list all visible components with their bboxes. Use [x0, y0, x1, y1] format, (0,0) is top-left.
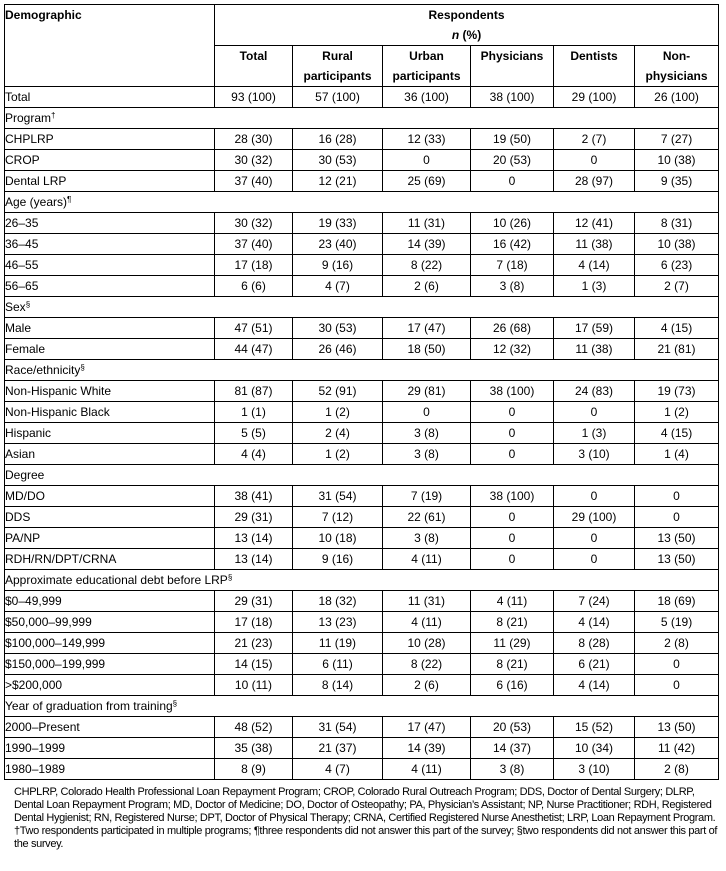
cell-value: 31 (54)	[293, 717, 383, 738]
table-row	[5, 675, 719, 696]
cell-value: 10 (38)	[635, 234, 719, 255]
cell-value: 29 (81)	[383, 381, 471, 402]
table-row	[5, 444, 719, 465]
cell-value: 52 (91)	[293, 381, 383, 402]
table-body	[5, 87, 719, 780]
footnote-mark: §	[172, 699, 178, 708]
cell-value: 2 (6)	[383, 675, 471, 696]
cell-value: 8 (22)	[383, 255, 471, 276]
cell-value: 0	[554, 486, 635, 507]
respondents-label: Respondents	[428, 8, 505, 22]
cell-value: 28 (97)	[554, 171, 635, 192]
cell-value: 3 (10)	[554, 759, 635, 780]
demographic-header: Demographic	[5, 5, 215, 87]
cell-value: 12 (21)	[293, 171, 383, 192]
cell-value: 10 (34)	[554, 738, 635, 759]
table-row	[5, 87, 719, 108]
cell-value: 7 (24)	[554, 591, 635, 612]
cell-value: 6 (6)	[215, 276, 293, 297]
cell-value: 5 (19)	[635, 612, 719, 633]
cell-value: 24 (83)	[554, 381, 635, 402]
cell-value: 47 (51)	[215, 318, 293, 339]
cell-value: 0	[635, 675, 719, 696]
cell-value: 14 (39)	[383, 738, 471, 759]
cell-value: 4 (14)	[554, 675, 635, 696]
cell-value: 18 (50)	[383, 339, 471, 360]
cell-value: 21 (23)	[215, 633, 293, 654]
cell-value: 8 (14)	[293, 675, 383, 696]
cell-value: 11 (38)	[554, 339, 635, 360]
section-title-text: Degree	[5, 468, 45, 482]
row-label: 46–55	[5, 255, 215, 276]
cell-value: 1 (2)	[635, 402, 719, 423]
cell-value: 0	[554, 402, 635, 423]
cell-value: 23 (40)	[293, 234, 383, 255]
section-title-text: Year of graduation from training	[5, 699, 173, 713]
cell-value: 0	[471, 528, 554, 549]
cell-value: 8 (28)	[554, 633, 635, 654]
table-row	[5, 171, 719, 192]
cell-value: 13 (50)	[635, 528, 719, 549]
footnotes	[14, 786, 720, 851]
cell-value: 0	[471, 402, 554, 423]
header-row-1	[5, 5, 719, 46]
row-label: 36–45	[5, 234, 215, 255]
cell-value: 25 (69)	[383, 171, 471, 192]
row-label: 56–65	[5, 276, 215, 297]
row-label: Total	[5, 87, 215, 108]
cell-value: 0	[554, 150, 635, 171]
cell-value: 2 (7)	[554, 129, 635, 150]
cell-value: 38 (100)	[471, 486, 554, 507]
cell-value: 11 (31)	[383, 591, 471, 612]
cell-value: 6 (23)	[635, 255, 719, 276]
respondents-header	[215, 5, 719, 46]
cell-value: 0	[635, 507, 719, 528]
row-label: Non-Hispanic White	[5, 381, 215, 402]
cell-value: 30 (53)	[293, 150, 383, 171]
cell-value: 4 (11)	[471, 591, 554, 612]
table-row	[5, 381, 719, 402]
cell-value: 48 (52)	[215, 717, 293, 738]
row-label: $150,000–199,999	[5, 654, 215, 675]
cell-value: 8 (31)	[635, 213, 719, 234]
cell-value: 19 (50)	[471, 129, 554, 150]
row-label: 1990–1999	[5, 738, 215, 759]
column-header: Total	[215, 46, 293, 87]
cell-value: 3 (8)	[383, 528, 471, 549]
cell-value: 6 (16)	[471, 675, 554, 696]
footnote-mark: †	[51, 111, 56, 120]
notes-footnote: †Two respondents participated in multiple programs; ¶three respondents did not answer this part of the survey; §two respondents did not answer this part of the survey.	[14, 825, 718, 850]
cell-value: 93 (100)	[215, 87, 293, 108]
cell-value: 15 (52)	[554, 717, 635, 738]
cell-value: 30 (32)	[215, 213, 293, 234]
cell-value: 2 (4)	[293, 423, 383, 444]
section-row	[5, 570, 719, 591]
table-row	[5, 423, 719, 444]
cell-value: 3 (10)	[554, 444, 635, 465]
abbreviations-footnote: CHPLRP, Colorado Health Professional Loan Repayment Program; CROP, Colorado Rural Outreach Program; DDS, Doctor of Dental Surgery; DLRP, Dental Loan Repayment Program; MD, Doctor of Medicine; DO, Doctor of Osteopathy; PA, Physician’s Assistant; NP, Nurse Practitioner; RDH, Registered Dental Hygienist; RN, Registered Nurse; DPT, Doctor of Physical Therapy; CRNA, Certified Registered Nurse Anesthetist; LRP, Loan Repayment Program.	[14, 786, 716, 824]
cell-value: 37 (40)	[215, 171, 293, 192]
cell-value: 7 (12)	[293, 507, 383, 528]
cell-value: 13 (50)	[635, 549, 719, 570]
cell-value: 31 (54)	[293, 486, 383, 507]
cell-value: 1 (3)	[554, 276, 635, 297]
cell-value: 17 (59)	[554, 318, 635, 339]
cell-value: 11 (19)	[293, 633, 383, 654]
table-row	[5, 507, 719, 528]
section-row	[5, 360, 719, 381]
cell-value: 2 (8)	[635, 633, 719, 654]
section-title-text: Race/ethnicity	[5, 363, 81, 377]
table-row	[5, 150, 719, 171]
cell-value: 4 (7)	[293, 759, 383, 780]
cell-value: 0	[471, 549, 554, 570]
cell-value: 18 (69)	[635, 591, 719, 612]
cell-value: 17 (18)	[215, 612, 293, 633]
cell-value: 10 (38)	[635, 150, 719, 171]
cell-value: 29 (31)	[215, 507, 293, 528]
cell-value: 14 (15)	[215, 654, 293, 675]
cell-value: 5 (5)	[215, 423, 293, 444]
cell-value: 1 (2)	[293, 402, 383, 423]
cell-value: 8 (9)	[215, 759, 293, 780]
cell-value: 13 (50)	[635, 717, 719, 738]
table-row	[5, 654, 719, 675]
cell-value: 57 (100)	[293, 87, 383, 108]
column-header: Non-physicians	[635, 46, 719, 87]
section-title	[5, 465, 719, 486]
row-label: Non-Hispanic Black	[5, 402, 215, 423]
cell-value: 30 (53)	[293, 318, 383, 339]
table-row	[5, 255, 719, 276]
cell-value: 3 (8)	[471, 759, 554, 780]
cell-value: 29 (31)	[215, 591, 293, 612]
cell-value: 0	[635, 654, 719, 675]
row-label: 1980–1989	[5, 759, 215, 780]
cell-value: 36 (100)	[383, 87, 471, 108]
cell-value: 22 (61)	[383, 507, 471, 528]
column-header: Dentists	[554, 46, 635, 87]
cell-value: 38 (41)	[215, 486, 293, 507]
cell-value: 17 (47)	[383, 318, 471, 339]
section-title	[5, 297, 719, 318]
cell-value: 17 (18)	[215, 255, 293, 276]
cell-value: 35 (38)	[215, 738, 293, 759]
cell-value: 38 (100)	[471, 87, 554, 108]
row-label: 2000–Present	[5, 717, 215, 738]
cell-value: 20 (53)	[471, 150, 554, 171]
row-label: PA/NP	[5, 528, 215, 549]
cell-value: 11 (31)	[383, 213, 471, 234]
cell-value: 8 (21)	[471, 612, 554, 633]
cell-value: 17 (47)	[383, 717, 471, 738]
section-title	[5, 192, 719, 213]
table-row	[5, 591, 719, 612]
table-row	[5, 318, 719, 339]
section-title	[5, 696, 719, 717]
table-row	[5, 528, 719, 549]
cell-value: 3 (8)	[383, 444, 471, 465]
row-label: Asian	[5, 444, 215, 465]
cell-value: 30 (32)	[215, 150, 293, 171]
cell-value: 20 (53)	[471, 717, 554, 738]
section-row	[5, 465, 719, 486]
cell-value: 11 (29)	[471, 633, 554, 654]
cell-value: 10 (11)	[215, 675, 293, 696]
cell-value: 1 (2)	[293, 444, 383, 465]
cell-value: 11 (38)	[554, 234, 635, 255]
cell-value: 13 (23)	[293, 612, 383, 633]
cell-value: 28 (30)	[215, 129, 293, 150]
cell-value: 12 (32)	[471, 339, 554, 360]
table-row	[5, 549, 719, 570]
column-header: Physicians	[471, 46, 554, 87]
cell-value: 0	[383, 402, 471, 423]
cell-value: 7 (19)	[383, 486, 471, 507]
row-label: RDH/RN/DPT/CRNA	[5, 549, 215, 570]
table-row	[5, 612, 719, 633]
row-label: $50,000–99,999	[5, 612, 215, 633]
cell-value: 2 (6)	[383, 276, 471, 297]
cell-value: 4 (14)	[554, 255, 635, 276]
row-label: 26–35	[5, 213, 215, 234]
cell-value: 6 (21)	[554, 654, 635, 675]
section-row	[5, 297, 719, 318]
cell-value: 0	[554, 549, 635, 570]
column-header: Rural participants	[293, 46, 383, 87]
cell-value: 21 (37)	[293, 738, 383, 759]
row-label: Female	[5, 339, 215, 360]
cell-value: 2 (8)	[635, 759, 719, 780]
table-row	[5, 486, 719, 507]
cell-value: 16 (42)	[471, 234, 554, 255]
cell-value: 4 (7)	[293, 276, 383, 297]
cell-value: 7 (18)	[471, 255, 554, 276]
table-row	[5, 129, 719, 150]
cell-value: 1 (1)	[215, 402, 293, 423]
cell-value: 10 (26)	[471, 213, 554, 234]
cell-value: 6 (11)	[293, 654, 383, 675]
cell-value: 4 (11)	[383, 612, 471, 633]
cell-value: 3 (8)	[383, 423, 471, 444]
cell-value: 81 (87)	[215, 381, 293, 402]
cell-value: 1 (4)	[635, 444, 719, 465]
cell-value: 8 (21)	[471, 654, 554, 675]
cell-value: 0	[383, 150, 471, 171]
table-row	[5, 738, 719, 759]
cell-value: 13 (14)	[215, 549, 293, 570]
row-label: $100,000–149,999	[5, 633, 215, 654]
cell-value: 11 (42)	[635, 738, 719, 759]
n-label: n	[451, 28, 460, 42]
row-label: Dental LRP	[5, 171, 215, 192]
footnote-mark: ¶	[67, 195, 72, 204]
cell-value: 26 (100)	[635, 87, 719, 108]
table-row	[5, 276, 719, 297]
cell-value: 4 (11)	[383, 759, 471, 780]
cell-value: 10 (28)	[383, 633, 471, 654]
footnote-mark: §	[227, 573, 233, 582]
section-row	[5, 696, 719, 717]
table-row	[5, 633, 719, 654]
cell-value: 9 (35)	[635, 171, 719, 192]
section-title	[5, 108, 719, 129]
cell-value: 13 (14)	[215, 528, 293, 549]
table-row	[5, 213, 719, 234]
cell-value: 18 (32)	[293, 591, 383, 612]
footnote-mark: §	[80, 363, 85, 372]
cell-value: 0	[471, 171, 554, 192]
cell-value: 3 (8)	[471, 276, 554, 297]
cell-value: 12 (41)	[554, 213, 635, 234]
row-label: CHPLRP	[5, 129, 215, 150]
row-label: MD/DO	[5, 486, 215, 507]
cell-value: 4 (4)	[215, 444, 293, 465]
section-title-text: Program	[5, 111, 52, 125]
section-row	[5, 108, 719, 129]
row-label: Hispanic	[5, 423, 215, 444]
table-row	[5, 234, 719, 255]
cell-value: 14 (37)	[471, 738, 554, 759]
footnote-mark: §	[25, 300, 31, 309]
table-row	[5, 717, 719, 738]
demographics-table	[4, 4, 719, 780]
section-title-text: Sex	[5, 300, 26, 314]
cell-value: 0	[471, 444, 554, 465]
row-label: $0–49,999	[5, 591, 215, 612]
table-row	[5, 339, 719, 360]
cell-value: 19 (33)	[293, 213, 383, 234]
cell-value: 1 (3)	[554, 423, 635, 444]
cell-value: 29 (100)	[554, 507, 635, 528]
cell-value: 4 (15)	[635, 423, 719, 444]
cell-value: 0	[635, 486, 719, 507]
cell-value: 26 (46)	[293, 339, 383, 360]
cell-value: 21 (81)	[635, 339, 719, 360]
table-row	[5, 402, 719, 423]
section-title-text: Approximate educational debt before LRP	[5, 573, 228, 587]
table-row	[5, 759, 719, 780]
section-title	[5, 360, 719, 381]
cell-value: 29 (100)	[554, 87, 635, 108]
cell-value: 9 (16)	[293, 255, 383, 276]
row-label: >$200,000	[5, 675, 215, 696]
cell-value: 10 (18)	[293, 528, 383, 549]
row-label: CROP	[5, 150, 215, 171]
cell-value: 38 (100)	[471, 381, 554, 402]
cell-value: 0	[471, 423, 554, 444]
pct-label: (%)	[459, 28, 482, 42]
cell-value: 0	[554, 528, 635, 549]
section-title	[5, 570, 719, 591]
cell-value: 9 (16)	[293, 549, 383, 570]
section-row	[5, 192, 719, 213]
cell-value: 8 (22)	[383, 654, 471, 675]
cell-value: 4 (11)	[383, 549, 471, 570]
cell-value: 26 (68)	[471, 318, 554, 339]
cell-value: 14 (39)	[383, 234, 471, 255]
cell-value: 4 (15)	[635, 318, 719, 339]
row-label: DDS	[5, 507, 215, 528]
cell-value: 19 (73)	[635, 381, 719, 402]
cell-value: 12 (33)	[383, 129, 471, 150]
section-title-text: Age (years)	[5, 195, 68, 209]
cell-value: 2 (7)	[635, 276, 719, 297]
row-label: Male	[5, 318, 215, 339]
cell-value: 4 (14)	[554, 612, 635, 633]
cell-value: 0	[471, 507, 554, 528]
cell-value: 44 (47)	[215, 339, 293, 360]
cell-value: 37 (40)	[215, 234, 293, 255]
column-header: Urban participants	[383, 46, 471, 87]
cell-value: 16 (28)	[293, 129, 383, 150]
cell-value: 7 (27)	[635, 129, 719, 150]
